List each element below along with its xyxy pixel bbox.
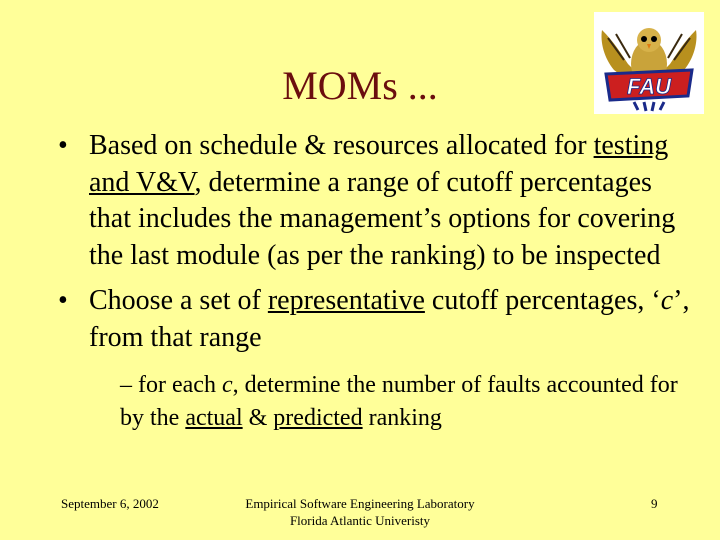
- bullet-marker: •: [58, 130, 68, 161]
- slide-title: MOMs ...: [282, 63, 438, 108]
- bullet-text: Based on schedule & resources allocated for testing and V&V, determine a range of cutoff percentages that includes the management’s options for covering the last module (as per the ranking) to be inspected: [89, 130, 676, 271]
- sub-bullet-marker: –: [120, 372, 132, 398]
- fau-owl-logo-icon: [594, 12, 704, 114]
- footer-lab: [220, 495, 500, 529]
- bullet-item-1: [58, 128, 698, 274]
- footer-lab-name: Empirical Software Engineering Laboratory: [245, 496, 475, 511]
- footer-date: September 6, 2002: [61, 496, 159, 511]
- bullet-item-2: [58, 283, 698, 356]
- bullet-list: [58, 128, 698, 435]
- sub-bullet-item: [120, 369, 698, 435]
- svg-text:FAU: FAU: [627, 74, 671, 99]
- bullet-marker: •: [58, 285, 68, 316]
- footer-page-number: 9: [651, 496, 658, 511]
- footer-university: Florida Atlantic Univeristy: [289, 513, 431, 528]
- bullet-text: Choose a set of representative cutoff percentages, ‘c’, from that range: [89, 285, 690, 353]
- sub-bullet-text: for each c, determine the number of faults accounted for by the actual & predicted ranking: [120, 372, 678, 431]
